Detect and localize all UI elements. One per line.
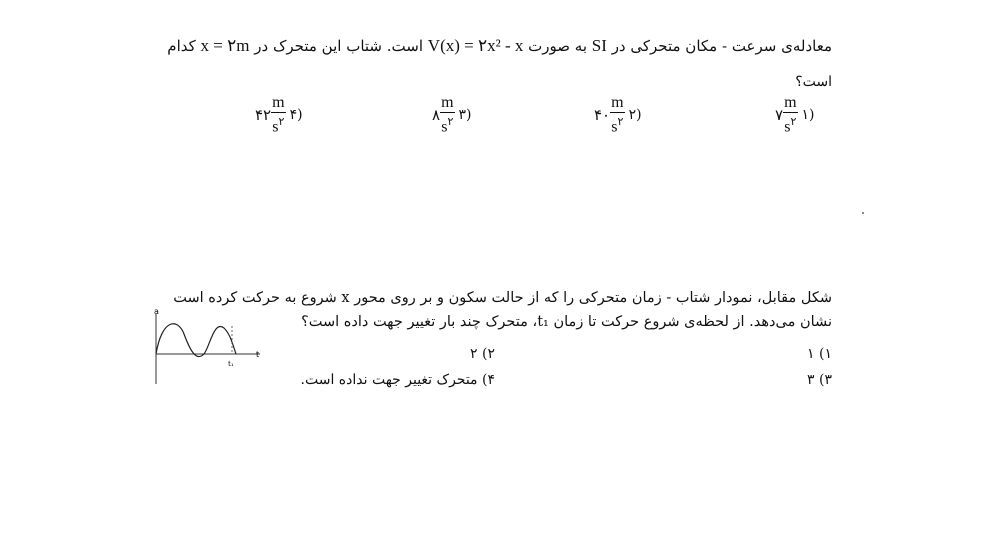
q1-option-4[interactable] [255, 94, 303, 136]
q1-mid: به صورت [528, 37, 587, 55]
option-label: ۳) [458, 107, 472, 124]
q1-prefix: معادله‌ی سرعت - مکان متحرکی در [611, 37, 832, 55]
unit-num: m [272, 94, 285, 111]
q1-end: کدام [167, 37, 196, 55]
unit-den: s [441, 118, 448, 136]
option-coef: ۷ [775, 106, 784, 125]
q1-option-2[interactable] [594, 94, 642, 136]
unit-exp: ۲ [617, 116, 624, 128]
acceleration-time-graph [148, 306, 268, 390]
option-label: ۲) [628, 107, 642, 124]
q1-position: x = ۲m [200, 36, 250, 55]
question1-continuation: است؟ [795, 74, 832, 90]
option-coef: ۸ [432, 106, 441, 125]
acceleration-curve [156, 324, 236, 357]
option-coef: ۴۰ [594, 106, 611, 125]
q1-option-1[interactable] [775, 94, 815, 136]
q1-equation: V(x) = ۲x² - x [427, 36, 524, 55]
unit-exp: ۲ [278, 116, 285, 128]
unit-den: s [784, 118, 791, 136]
unit-fraction [440, 94, 454, 136]
option-label: ۴) [289, 107, 303, 124]
q2-option-1[interactable]: ۱) ۱ [807, 346, 832, 362]
q2-option-2[interactable]: ۲) ۲ [470, 346, 495, 362]
question2-line2: نشان می‌دهد. از لحظه‌ی شروع حرکت تا زمان t₁، متحرک چند بار تغییر جهت داده است؟ [301, 314, 832, 330]
q2-option-3[interactable]: ۳) ۳ [807, 372, 832, 388]
y-axis-label: a [154, 307, 159, 316]
unit-exp: ۲ [790, 116, 797, 128]
x-axis-label: t [256, 350, 260, 359]
unit-fraction [610, 94, 624, 136]
unit-den: s [272, 118, 279, 136]
option-coef: ۴۲ [255, 106, 272, 125]
option-label: ۱) [801, 107, 815, 124]
unit-num: m [441, 94, 454, 111]
unit-num: m [611, 94, 624, 111]
unit-num: m [784, 94, 797, 111]
q1-option-3[interactable] [432, 94, 472, 136]
unit-den: s [611, 118, 618, 136]
unit-fraction [271, 94, 285, 136]
t1-marker: t₁ [228, 360, 234, 368]
unit-fraction [783, 94, 797, 136]
q1-si: SI [591, 36, 607, 55]
question2-line1: شکل مقابل، نمودار شتاب - زمان متحرکی را که از حالت سکون و بر روی محور x شروع به حرکت کرده است [173, 290, 832, 306]
stray-dot [862, 212, 864, 214]
q2-option-4[interactable]: ۴) متحرک تغییر جهت نداده است. [300, 372, 495, 388]
question1-text [167, 36, 832, 56]
unit-exp: ۲ [447, 116, 454, 128]
q1-suffix: است. شتاب این متحرک در [254, 37, 424, 55]
